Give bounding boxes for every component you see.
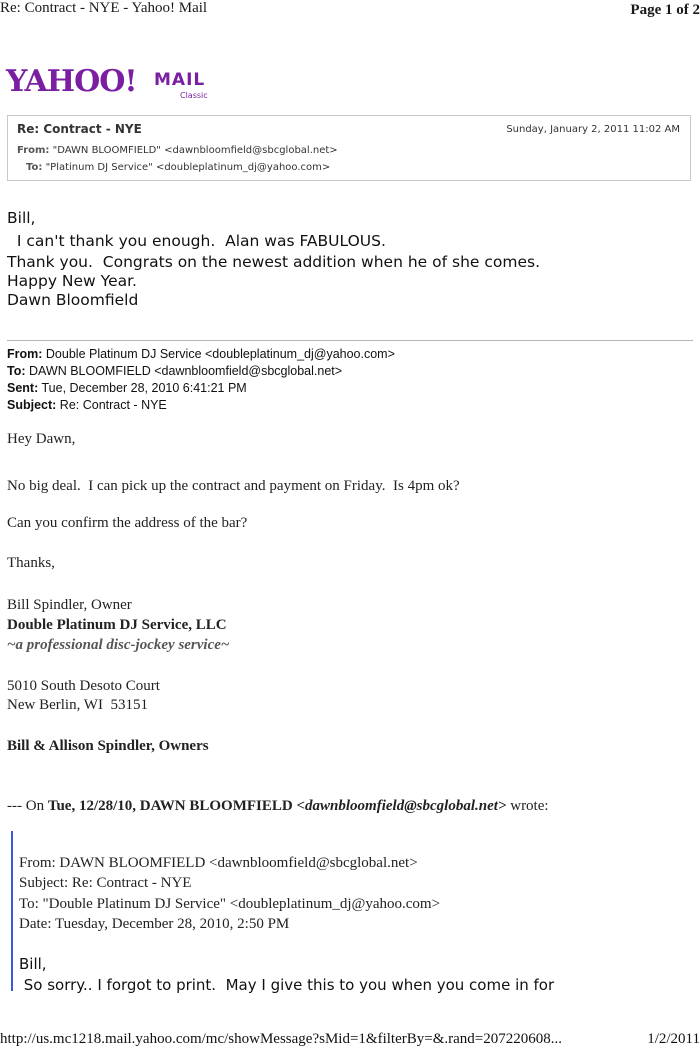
- message-divider: [7, 340, 693, 341]
- fwd-sent-value: Tue, December 28, 2010 6:41:21 PM: [41, 381, 247, 395]
- fwd-from-value: Double Platinum DJ Service <doubleplatinum_dj@yahoo.com>: [45, 347, 395, 361]
- fwd-to-value: DAWN BLOOMFIELD <dawnbloomfield@sbcglobal.net>: [29, 364, 343, 378]
- signature-tagline: ~a professional disc-jockey service~: [7, 637, 230, 653]
- quoted-line: So sorry.. I forgot to print. May I give this to you when you come in for: [19, 976, 555, 994]
- quote-intro-suffix: wrote:: [506, 798, 549, 814]
- fwd-subject-label: Subject:: [7, 398, 57, 412]
- fwd-sent-row: [7, 381, 247, 395]
- logo-classic-text: Classic: [180, 91, 208, 100]
- reply-line: Happy New Year.: [7, 272, 137, 290]
- signature-name: Bill Spindler, Owner: [7, 597, 132, 613]
- to-address[interactable]: "Platinum DJ Service" <doubleplatinum_dj@yahoo.com>: [45, 162, 331, 173]
- message-to-row: [26, 162, 330, 173]
- from-label: From:: [17, 145, 50, 156]
- message-header-box: [7, 115, 691, 181]
- reply-line: I can't thank you enough. Alan was FABULOUS.: [7, 232, 386, 250]
- logo-mail-text: MAIL: [154, 70, 206, 90]
- message-from-row: [17, 145, 338, 156]
- reply-line: Thank you. Congrats on the newest addition when he of she comes.: [7, 253, 540, 271]
- yahoo-mail-logo: [6, 64, 208, 104]
- quoted-date: Date: Tuesday, December 28, 2010, 2:50 PM: [19, 916, 290, 932]
- quoted-to: To: "Double Platinum DJ Service" <doubleplatinum_dj@yahoo.com>: [19, 896, 441, 912]
- reply-line: Dawn Bloomfield: [7, 291, 139, 309]
- quote-intro-date: Tue, 12/28/10, DAWN BLOOMFIELD: [47, 798, 293, 814]
- quote-intro-email[interactable]: <dawnbloomfield@sbcglobal.net>: [296, 798, 507, 814]
- logo-yahoo-text: YAHOO!: [6, 64, 137, 99]
- print-footer-date: 1/2/2011: [647, 1031, 700, 1047]
- quoted-subject: Subject: Re: Contract - NYE: [19, 875, 192, 891]
- message-date: Sunday, January 2, 2011 11:02 AM: [506, 124, 680, 135]
- quoted-from: From: DAWN BLOOMFIELD <dawnbloomfield@sbcglobal.net>: [19, 855, 418, 871]
- signature-company: Double Platinum DJ Service, LLC: [7, 617, 227, 633]
- quoted-greeting: Bill,: [19, 955, 47, 973]
- quote-intro-prefix: --- On: [7, 798, 48, 814]
- signature-address-1: 5010 South Desoto Court: [7, 678, 160, 694]
- fwd-to-row: [7, 364, 342, 378]
- print-header-title: Re: Contract - NYE - Yahoo! Mail: [0, 0, 208, 16]
- fwd-greeting: Hey Dawn,: [7, 431, 76, 447]
- signature-address-2: New Berlin, WI 53151: [7, 697, 148, 713]
- fwd-subject-row: [7, 398, 167, 412]
- from-address[interactable]: "DAWN BLOOMFIELD" <dawnbloomfield@sbcglobal.net>: [52, 145, 338, 156]
- to-label: To:: [26, 162, 43, 173]
- fwd-paragraph: Can you confirm the address of the bar?: [7, 515, 248, 531]
- fwd-from-label: From:: [7, 347, 43, 361]
- fwd-subject-value: Re: Contract - NYE: [59, 398, 167, 412]
- message-subject: Re: Contract - NYE: [17, 122, 142, 136]
- reply-line: Bill,: [7, 209, 36, 227]
- fwd-sent-label: Sent:: [7, 381, 39, 395]
- fwd-from-row: [7, 347, 395, 361]
- fwd-thanks: Thanks,: [7, 555, 55, 571]
- quote-intro: [7, 798, 549, 815]
- fwd-paragraph: No big deal. I can pick up the contract and payment on Friday. Is 4pm ok?: [7, 478, 460, 494]
- print-header-page: Page 1 of 2: [630, 2, 700, 18]
- quote-bar: [11, 831, 13, 991]
- print-footer-url: http://us.mc1218.mail.yahoo.com/mc/showMessage?sMid=1&filterBy=&.rand=207220608...: [0, 1031, 562, 1047]
- fwd-to-label: To:: [7, 364, 26, 378]
- signature-owners: Bill & Allison Spindler, Owners: [7, 738, 209, 754]
